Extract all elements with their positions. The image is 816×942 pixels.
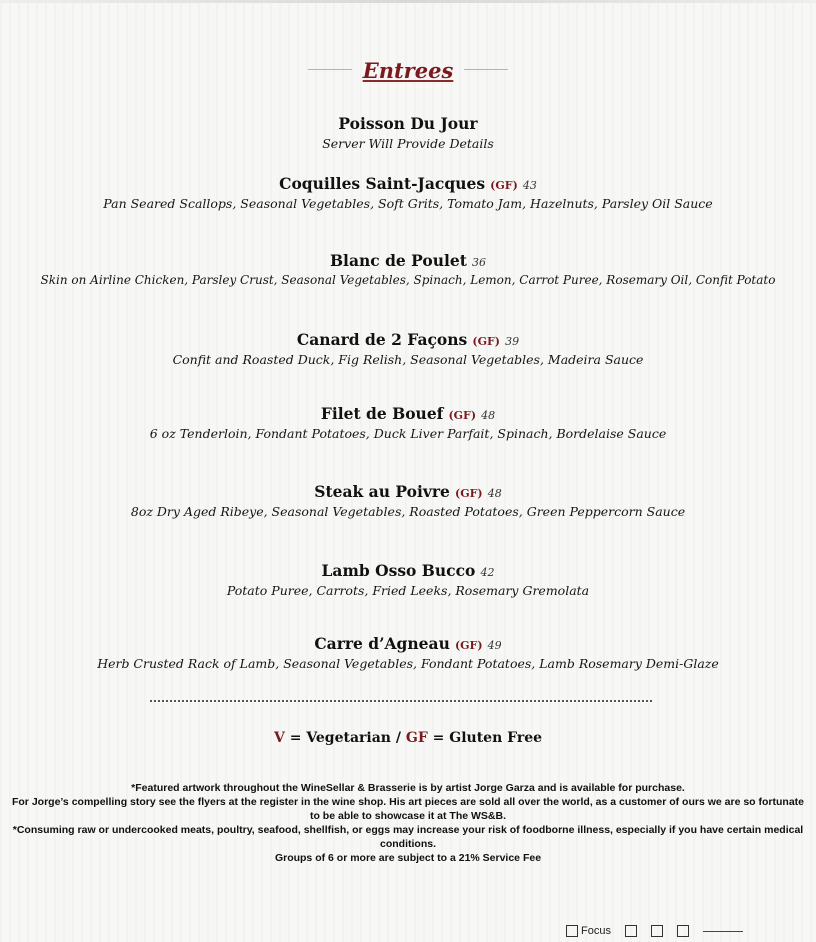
gluten-free-tag: (GF)	[448, 409, 477, 422]
dish-price: 48	[487, 487, 502, 500]
footer-notes	[8, 781, 808, 865]
dish-price: 49	[487, 639, 502, 652]
dietary-legend	[0, 730, 816, 746]
dotted-divider	[150, 700, 652, 702]
dish-description: Confit and Roasted Duck, Fig Relish, Seasonal Vegetables, Madeira Sauce	[172, 352, 644, 367]
web-layout-icon[interactable]	[677, 925, 689, 937]
dish-name: Canard de 2 Façons	[296, 330, 468, 349]
gluten-free-tag: (GF)	[490, 179, 518, 192]
dish-name: Coquilles Saint-Jacques	[279, 174, 486, 193]
dish-price: 42	[480, 566, 495, 579]
gluten-free-tag: (GF)	[472, 335, 500, 348]
food-safety-warning: *Consuming raw or undercooked meats, poultry, seafood, shellfish, or eggs may increase your risk of foodborne illness, especially if you have certain medical conditions.	[12, 824, 804, 850]
dish-name: Steak au Poivre	[314, 482, 450, 501]
menu-item	[0, 634, 816, 671]
focus-button[interactable]	[566, 925, 611, 937]
dish-description: Potato Puree, Carrots, Fried Leeks, Rosemary Gremolata	[226, 583, 590, 598]
dish-price: 36	[472, 256, 487, 269]
dish-description: Pan Seared Scallops, Seasonal Vegetables, Soft Grits, Tomato Jam, Hazelnuts, Parsley Oil Sauce	[103, 196, 713, 211]
gluten-free-label: = Gluten Free	[432, 730, 543, 746]
menu-item	[0, 174, 816, 211]
dish-price: 43	[522, 179, 537, 192]
dish-name: Lamb Osso Bucco	[321, 561, 476, 580]
gluten-free-key: GF	[405, 730, 428, 746]
dish-description: Herb Crusted Rack of Lamb, Seasonal Vegetables, Fondant Potatoes, Lamb Rosemary Demi-Glaze	[97, 656, 719, 671]
right-ornament	[464, 69, 508, 70]
artwork-note: *Featured artwork throughout the WineSellar & Brasserie is by artist Jorge Garza and is available for purchase.	[131, 782, 685, 794]
gluten-free-tag: (GF)	[454, 487, 483, 500]
dish-name: Blanc de Poulet	[329, 251, 467, 270]
dish-description: Skin on Airline Chicken, Parsley Crust, Seasonal Vegetables, Spinach, Lemon, Carrot Puree, Rosemary Oil, Confit Potato	[40, 273, 776, 287]
menu-item	[0, 404, 816, 441]
page-title: Entrees	[362, 58, 454, 83]
vegetarian-label: = Vegetarian /	[289, 730, 401, 746]
status-bar	[560, 920, 816, 942]
dish-name: Carre d’Agneau	[314, 634, 450, 653]
dish-description: 8oz Dry Aged Ribeye, Seasonal Vegetables, Roasted Potatoes, Green Peppercorn Sauce	[130, 504, 686, 519]
print-layout-icon[interactable]	[651, 925, 663, 937]
left-ornament	[308, 69, 352, 70]
dish-price: 48	[481, 409, 496, 422]
zoom-slider[interactable]	[703, 931, 743, 932]
read-mode-icon[interactable]	[625, 925, 637, 937]
dish-price: 39	[505, 335, 520, 348]
artist-story-note: For Jorge’s compelling story see the flyers at the register in the wine shop. His art pieces are sold all over the world, as a customer of ours we are so fortunate to be able to showcase it at The WS&B.	[11, 796, 804, 822]
menu-item	[0, 330, 816, 367]
page-top-edge	[0, 0, 816, 3]
focus-label: Focus	[581, 925, 611, 937]
menu-item	[0, 482, 816, 519]
gluten-free-tag: (GF)	[454, 639, 483, 652]
focus-icon	[566, 925, 578, 937]
menu-item	[0, 561, 816, 598]
dish-name: Poisson Du Jour	[338, 114, 478, 133]
vegetarian-key: V	[273, 730, 285, 746]
dish-description: Server Will Provide Details	[322, 136, 494, 151]
service-fee-note: Groups of 6 or more are subject to a 21% Service Fee	[274, 852, 542, 864]
dish-name: Filet de Bouef	[320, 404, 444, 423]
menu-item	[0, 251, 816, 287]
menu-item	[0, 114, 816, 151]
dish-description: 6 oz Tenderloin, Fondant Potatoes, Duck Liver Parfait, Spinach, Bordelaise Sauce	[149, 426, 667, 441]
title-block	[0, 58, 816, 83]
